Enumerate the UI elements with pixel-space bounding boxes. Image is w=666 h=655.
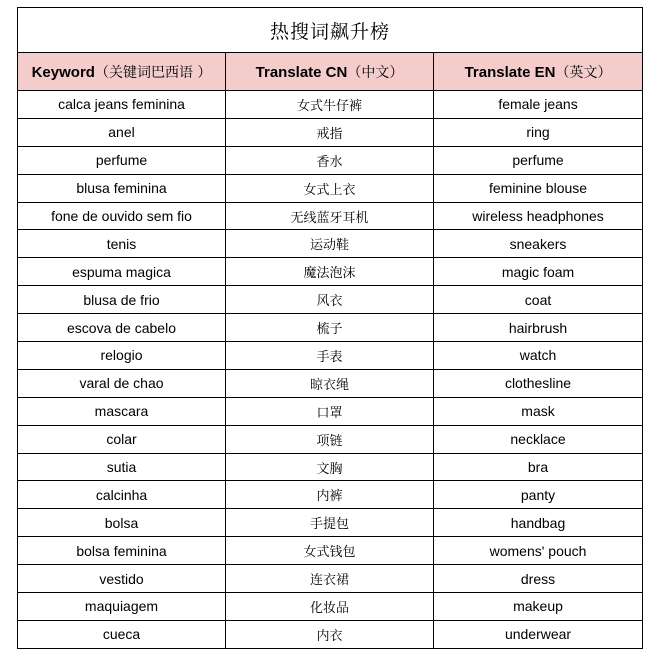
cell-translate-cn: 戒指 [226,118,434,146]
cell-translate-en: panty [434,481,643,509]
table-row [18,146,643,174]
cell-translate-en: female jeans [434,91,643,119]
cell-translate-en: sneakers [434,230,643,258]
table-row [18,481,643,509]
cell-keyword: anel [18,118,226,146]
cell-keyword: calcinha [18,481,226,509]
table-row [18,258,643,286]
cell-translate-en: coat [434,286,643,314]
cell-keyword: cueca [18,620,226,648]
cell-keyword: mascara [18,397,226,425]
cell-translate-cn: 女式钱包 [226,537,434,565]
table-row [18,425,643,453]
table-row [18,593,643,621]
cell-translate-en: magic foam [434,258,643,286]
header-translate-en-note: （英文） [555,64,612,81]
table-row [18,620,643,648]
title-row [18,8,643,53]
cell-keyword: vestido [18,565,226,593]
cell-translate-en: dress [434,565,643,593]
cell-translate-en: mask [434,397,643,425]
cell-translate-en: feminine blouse [434,174,643,202]
cell-translate-cn: 项链 [226,425,434,453]
cell-keyword: bolsa [18,509,226,537]
cell-keyword: fone de ouvido sem fio [18,202,226,230]
header-keyword [18,53,226,91]
table-body [18,91,643,649]
cell-keyword: calca jeans feminina [18,91,226,119]
cell-translate-en: bra [434,453,643,481]
cell-translate-en: perfume [434,146,643,174]
cell-translate-en: handbag [434,509,643,537]
cell-translate-cn: 女式上衣 [226,174,434,202]
cell-translate-cn: 手表 [226,342,434,370]
header-translate-cn-label: Translate CN [255,63,348,81]
cell-translate-en: ring [434,118,643,146]
header-keyword-note: （关键词巴西语 ） [94,64,212,81]
cell-translate-cn: 晾衣绳 [226,369,434,397]
cell-translate-en: watch [434,342,643,370]
cell-translate-en: womens' pouch [434,537,643,565]
table-row [18,397,643,425]
table-row [18,369,643,397]
cell-translate-cn: 梳子 [226,314,434,342]
table-row [18,230,643,258]
cell-translate-cn: 香水 [226,146,434,174]
cell-keyword: espuma magica [18,258,226,286]
cell-translate-cn: 运动鞋 [226,230,434,258]
table-row [18,453,643,481]
cell-keyword: tenis [18,230,226,258]
cell-keyword: maquiagem [18,593,226,621]
cell-translate-en: makeup [434,593,643,621]
cell-translate-en: clothesline [434,369,643,397]
cell-keyword: colar [18,425,226,453]
cell-keyword: perfume [18,146,226,174]
table-row [18,174,643,202]
cell-translate-cn: 文胸 [226,453,434,481]
cell-translate-en: necklace [434,425,643,453]
table-row [18,91,643,119]
cell-translate-en: underwear [434,620,643,648]
cell-translate-cn: 连衣裙 [226,565,434,593]
table-row [18,509,643,537]
table-row [18,537,643,565]
cell-translate-cn: 无线蓝牙耳机 [226,202,434,230]
table-row [18,118,643,146]
table-row [18,286,643,314]
cell-keyword: blusa de frio [18,286,226,314]
cell-translate-cn: 手提包 [226,509,434,537]
table-row [18,342,643,370]
cell-translate-cn: 女式牛仔裤 [226,91,434,119]
table-row [18,202,643,230]
keyword-table [17,7,643,649]
table-row [18,565,643,593]
cell-translate-cn: 内衣 [226,620,434,648]
header-translate-en [434,53,643,91]
cell-translate-en: wireless headphones [434,202,643,230]
cell-translate-cn: 魔法泡沫 [226,258,434,286]
header-translate-en-label: Translate EN [464,63,556,81]
cell-translate-cn: 化妆品 [226,593,434,621]
cell-translate-cn: 口罩 [226,397,434,425]
cell-translate-cn: 内裤 [226,481,434,509]
cell-keyword: bolsa feminina [18,537,226,565]
header-translate-cn [226,53,434,91]
cell-translate-cn: 风衣 [226,286,434,314]
table-row [18,314,643,342]
header-translate-cn-note: （中文） [347,64,404,81]
header-keyword-label: Keyword [31,63,95,81]
cell-keyword: escova de cabelo [18,314,226,342]
table-title: 热搜词飙升榜 [18,8,643,53]
cell-keyword: blusa feminina [18,174,226,202]
header-row [18,53,643,91]
cell-translate-en: hairbrush [434,314,643,342]
cell-keyword: varal de chao [18,369,226,397]
cell-keyword: sutia [18,453,226,481]
cell-keyword: relogio [18,342,226,370]
